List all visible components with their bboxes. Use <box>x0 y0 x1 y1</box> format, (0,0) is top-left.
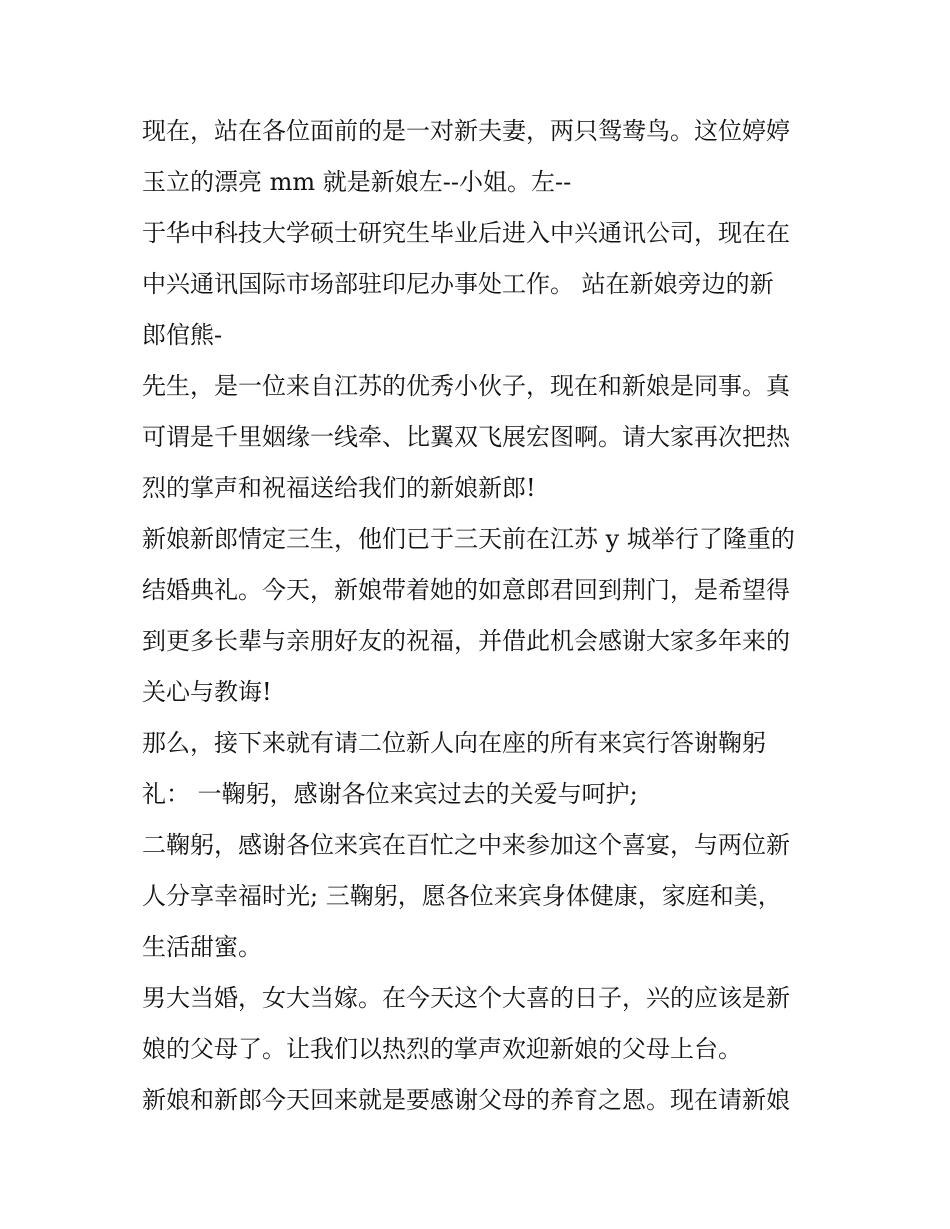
text-line: 关心与教诲! <box>142 678 272 706</box>
text-line: 烈的掌声和祝福送给我们的新娘新郎! <box>142 474 536 502</box>
text-line: 新娘和新郎今天回来就是要感谢父母的养育之恩。现在请新娘 <box>142 1086 790 1114</box>
text-line: 结婚典礼。今天，新娘带着她的如意郎君回到荆门，是希望得 <box>142 576 790 604</box>
text-line: 可谓是千里姻缘一线牵、比翼双飞展宏图啊。请大家再次把热 <box>142 423 790 451</box>
text-line: 生活甜蜜。 <box>142 933 262 961</box>
text-line: 中兴通讯国际市场部驻印尼办事处工作。 站在新娘旁边的新 <box>142 270 774 298</box>
text-line: 男大当婚，女大当嫁。在今天这个大喜的日子，兴的应该是新 <box>142 984 790 1012</box>
text-line: 于华中科技大学硕士研究生毕业后进入中兴通讯公司，现在在 <box>142 219 790 247</box>
text-line: 现在，站在各位面前的是一对新夫妻，两只鸳鸯鸟。这位婷婷 <box>142 117 790 145</box>
text-line: 玉立的漂亮 mm 就是新娘左--小姐。左-- <box>142 168 572 196</box>
text-line: 郎倌熊- <box>142 321 223 349</box>
text-line: 新娘新郎情定三生，他们已于三天前在江苏 y 城举行了隆重的 <box>142 525 795 553</box>
text-line: 到更多长辈与亲朋好友的祝福，并借此机会感谢大家多年来的 <box>142 627 790 655</box>
text-line: 二鞠躬，感谢各位来宾在百忙之中来参加这个喜宴，与两位新 <box>142 831 790 859</box>
text-line: 娘的父母了。让我们以热烈的掌声欢迎新娘的父母上台。 <box>142 1035 742 1063</box>
text-line: 礼： 一鞠躬，感谢各位来宾过去的关爱与呵护; <box>142 780 638 808</box>
document-body <box>142 106 822 1126</box>
text-line: 先生，是一位来自江苏的优秀小伙子，现在和新娘是同事。真 <box>142 372 790 400</box>
text-line: 那么，接下来就有请二位新人向在座的所有来宾行答谢鞠躬 <box>142 729 766 757</box>
text-line: 人分享幸福时光; 三鞠躬，愿各位来宾身体健康，家庭和美， <box>142 882 782 910</box>
